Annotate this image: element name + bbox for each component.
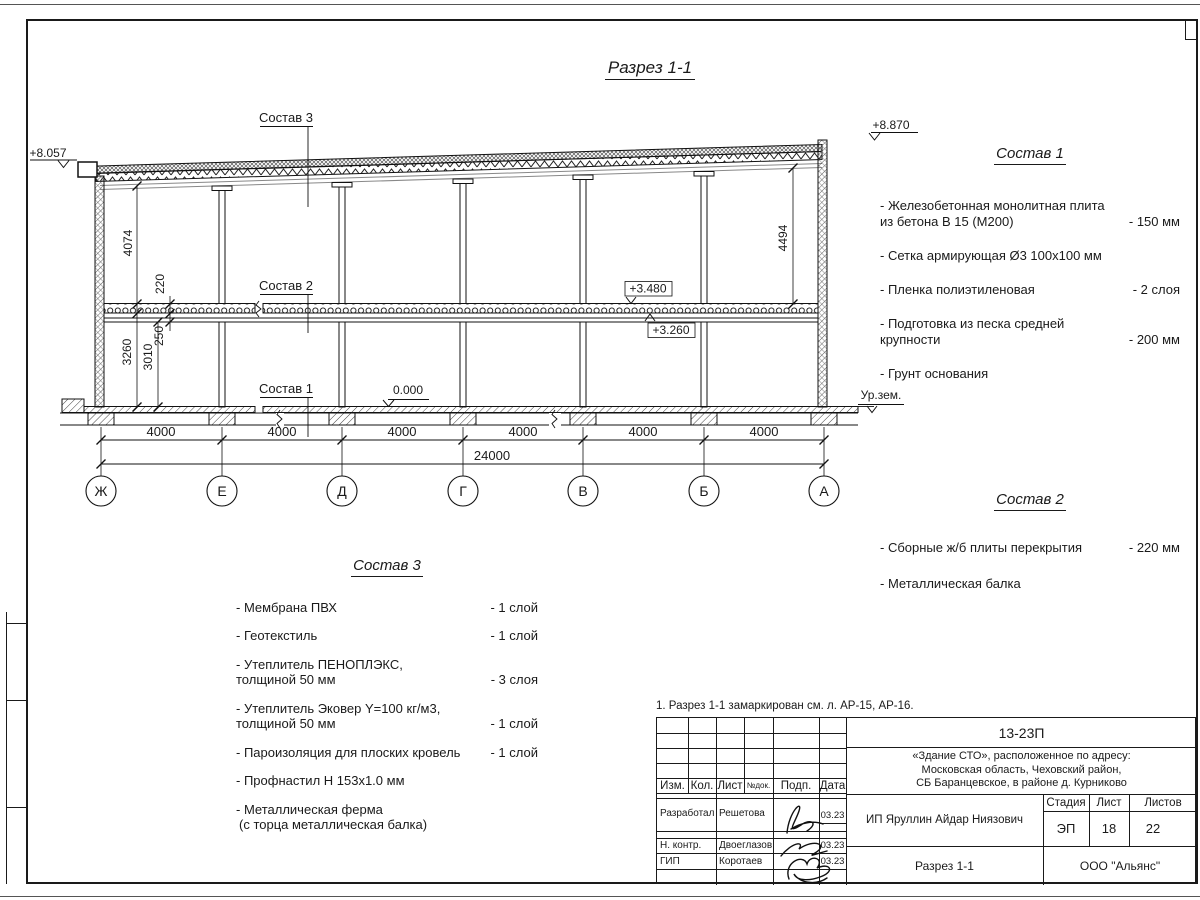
sostav2-heading: Состав 2 — [880, 492, 1180, 508]
list-item: - Утеплитель Эковер Y=100 кг/м3, толщиной 50 мм - 1 слой — [236, 700, 538, 731]
list-item: - Пароизоляция для плоских кровель - 1 слой — [236, 744, 538, 760]
tb-name: Коротаев — [719, 855, 763, 867]
elev-slab-bottom: +3.260 — [652, 323, 690, 337]
tb-name: Двоеглазов — [719, 840, 773, 851]
list-item: - Железобетонная монолитная плита из бетона В 15 (М200) - 150 мм — [880, 198, 1180, 229]
list-item: - Металлическая ферма (с торца металлическая балка) — [236, 801, 428, 832]
list-item: - Металлическая балка — [880, 576, 1021, 591]
list-item: - Пленка полиэтиленовая - 2 слоя — [880, 282, 1180, 297]
elev-right-top: +8.870 — [872, 118, 910, 132]
tb-section-name: Разрез 1-1 — [915, 858, 974, 873]
total-dim: 24000 — [473, 448, 511, 463]
floor-slab — [104, 301, 818, 322]
axis-letter: Е — [217, 483, 227, 499]
tb-company: ООО "Альянс" — [1079, 858, 1161, 873]
axis-letter: Д — [337, 483, 347, 499]
dim-4494: 4494 — [776, 224, 790, 252]
sostav1-heading: Состав 1 — [880, 146, 1180, 162]
drawing-title-text: Разрез 1-1 — [605, 58, 695, 80]
tb-stage-label: Стадия — [1046, 796, 1086, 809]
axis-letter: А — [819, 483, 829, 499]
elev-left-top: +8.057 — [29, 146, 67, 160]
sostav1-block — [880, 146, 1180, 382]
callout-sostav2: Состав 2 — [259, 278, 313, 293]
tb-col-kol: Кол. — [690, 779, 714, 792]
tb-sheets-label: Листов — [1144, 796, 1182, 809]
tb-date: 03.23 — [820, 809, 845, 821]
list-item: - Сетка армирующая Ø3 100х100 мм — [880, 248, 1102, 263]
dim-250: 250 — [152, 325, 166, 347]
bay-dim: 4000 — [508, 424, 538, 439]
list-item: - Утеплитель ПЕНОПЛЭКС, толщиной 50 мм - 3 слоя — [236, 656, 538, 687]
axis-letter: В — [578, 483, 588, 499]
tb-project: «Здание СТО», расположенное по адресу: Московская область, Чеховский район, СБ Баранцевское, в районе д. Курниково — [912, 750, 1131, 789]
roof-assembly — [82, 145, 822, 190]
dim-3010: 3010 — [141, 343, 155, 371]
callout-sostav3: Состав 3 — [259, 110, 313, 125]
signatures — [773, 793, 846, 885]
list-item: - Профнастил Н 153х1.0 мм — [236, 773, 405, 788]
bay-dim: 4000 — [749, 424, 779, 439]
list-item: - Мембрана ПВХ - 1 слой — [236, 599, 538, 615]
tb-col-podp: Подп. — [780, 779, 812, 792]
tb-date: 03.23 — [820, 840, 845, 851]
tb-sheets-value: 22 — [1145, 821, 1161, 836]
bay-dim: 4000 — [146, 424, 176, 439]
tb-stage-value: ЭП — [1056, 821, 1076, 836]
tb-col-ndok: №док. — [746, 781, 771, 790]
callout-sostav1: Состав 1 — [259, 381, 313, 396]
tb-doc-number: 13-23П — [998, 724, 1045, 741]
tb-date: 03.23 — [820, 856, 845, 867]
dim-3260: 3260 — [120, 338, 134, 366]
tb-role: Н. контр. — [660, 840, 702, 851]
callout-labels — [259, 110, 313, 396]
tb-role: Разработал — [660, 807, 715, 819]
axis-letter: Г — [459, 483, 467, 499]
axis-letter: Б — [699, 483, 709, 499]
tb-name: Решетова — [719, 807, 765, 819]
tb-sheet-label: Лист — [1096, 796, 1122, 809]
tb-client: ИП Яруллин Айдар Ниязович — [866, 814, 1023, 826]
dim-4074: 4074 — [121, 229, 135, 257]
list-item: - Сборные ж/б плиты перекрытия - 220 мм — [880, 540, 1180, 555]
tb-col-list: Лист — [717, 779, 743, 792]
dim-220: 220 — [153, 273, 167, 295]
axis-letter: Ж — [94, 483, 108, 499]
ground-level-label: Ур.зем. — [860, 388, 902, 402]
bay-dim: 4000 — [628, 424, 658, 439]
list-item: - Геотекстиль - 1 слой — [236, 628, 538, 643]
bay-dimension-labels — [147, 424, 779, 463]
sostav3-heading: Состав 3 — [236, 558, 538, 574]
title-block — [656, 717, 1196, 884]
tb-role: ГИП — [660, 855, 680, 867]
bay-dim: 4000 — [387, 424, 417, 439]
sostav3-block — [236, 558, 538, 833]
sostav2-block — [880, 492, 1180, 592]
tb-col-izm: Изм. — [660, 779, 685, 792]
bay-dim: 4000 — [267, 424, 297, 439]
tb-sheet-value: 18 — [1101, 821, 1117, 836]
elev-slab-top: +3.480 — [629, 281, 667, 296]
sheet-note: 1. Разрез 1-1 замаркирован см. л. АР-15, АР-16. — [656, 700, 914, 712]
list-item: - Грунт основания — [880, 366, 989, 381]
list-item: - Подготовка из песка средней крупности - 200 мм — [880, 316, 1180, 347]
tb-col-data: Дата — [819, 779, 846, 792]
elev-zero: 0.000 — [392, 383, 424, 397]
